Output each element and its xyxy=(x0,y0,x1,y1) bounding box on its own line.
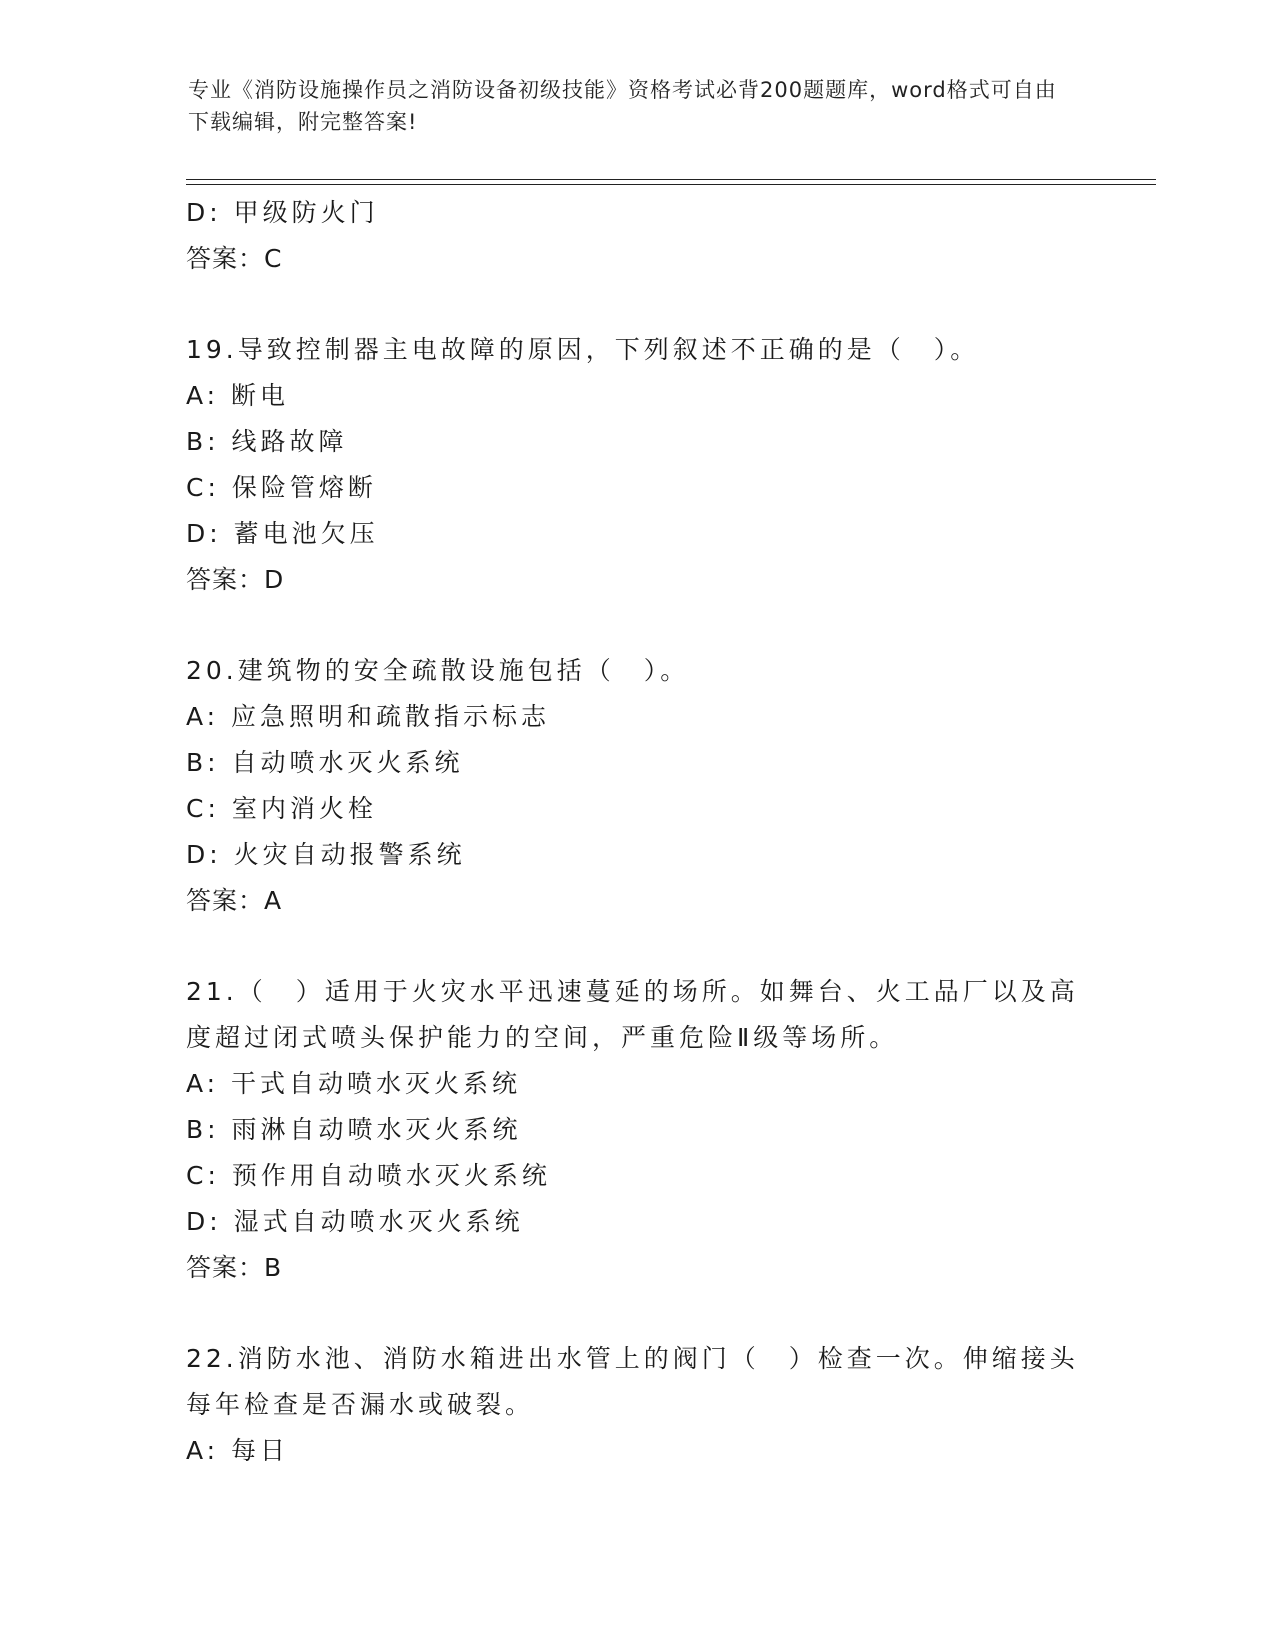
option-label: A: xyxy=(186,381,220,410)
option-text: 蓄电池欠压 xyxy=(233,519,379,548)
option-text: 火灾自动报警系统 xyxy=(233,840,466,869)
option-c xyxy=(186,1153,1086,1199)
option-b xyxy=(186,419,1086,465)
option-label: A: xyxy=(186,702,220,731)
question-list xyxy=(186,190,1086,1474)
option-text: 干式自动喷水灭火系统 xyxy=(231,1069,522,1098)
option-label: D: xyxy=(186,840,222,869)
answer-line xyxy=(186,1245,1086,1291)
option-text: 应急照明和疏散指示标志 xyxy=(231,702,551,731)
option-c xyxy=(186,465,1086,511)
option-label: B: xyxy=(186,1115,220,1144)
option-a xyxy=(186,1428,1086,1474)
question-22 xyxy=(186,1336,1086,1428)
question-text: 导致控制器主电故障的原因，下列叙述不正确的是（ ）。 xyxy=(237,335,980,364)
answer-line xyxy=(186,878,1086,924)
option-label: C: xyxy=(186,1161,220,1190)
header-text: 专业《消防设施操作员之消防设备初级技能》资格考试必背200题题库，word格式可自由下载编辑，附完整答案! xyxy=(188,78,1057,134)
answer-line xyxy=(186,557,1086,603)
option-label: B: xyxy=(186,748,220,777)
option-a xyxy=(186,373,1086,419)
option-text: 每日 xyxy=(231,1436,290,1465)
option-b xyxy=(186,740,1086,786)
question-20 xyxy=(186,648,1086,694)
question-text: 建筑物的安全疏散设施包括（ ）。 xyxy=(237,656,690,685)
question-number: 19. xyxy=(186,335,238,364)
answer-line xyxy=(186,236,1086,282)
question-text: （ ）适用于火灾水平迅速蔓延的场所。如舞台、火工品厂以及高度超过闭式喷头保护能力的空间，严重危险Ⅱ级等场所。 xyxy=(186,977,1079,1052)
option-c xyxy=(186,786,1086,832)
answer-label: 答案： xyxy=(186,886,265,915)
option-label: D: xyxy=(186,1207,222,1236)
option-a xyxy=(186,694,1086,740)
question-number: 20. xyxy=(186,656,238,685)
spacer xyxy=(186,282,1086,327)
option-text: 断电 xyxy=(231,381,290,410)
option-d xyxy=(186,1199,1086,1245)
answer-value: C xyxy=(264,244,283,273)
answer-label: 答案： xyxy=(186,565,265,594)
question-number: 21. xyxy=(186,977,238,1006)
option-text: 预作用自动喷水灭火系统 xyxy=(231,1161,551,1190)
question-number: 22. xyxy=(186,1344,238,1373)
option-label: D: xyxy=(186,198,222,227)
option-d xyxy=(186,511,1086,557)
option-text: 湿式自动喷水灭火系统 xyxy=(233,1207,524,1236)
option-label: C: xyxy=(186,794,220,823)
option-text: 室内消火栓 xyxy=(231,794,377,823)
spacer xyxy=(186,1291,1086,1336)
spacer xyxy=(186,603,1086,648)
option-label: A: xyxy=(186,1069,220,1098)
question-21 xyxy=(186,969,1086,1061)
option-d xyxy=(186,832,1086,878)
option-text: 雨淋自动喷水灭火系统 xyxy=(231,1115,522,1144)
option-text: 自动喷水灭火系统 xyxy=(231,748,464,777)
header-rule-bottom xyxy=(186,184,1156,185)
option-label: A: xyxy=(186,1436,220,1465)
option-label: D: xyxy=(186,519,222,548)
option-text: 甲级防火门 xyxy=(233,198,379,227)
question-text: 消防水池、消防水箱进出水管上的阀门（ ）检查一次。伸缩接头每年检查是否漏水或破裂。 xyxy=(186,1344,1079,1419)
option-label: B: xyxy=(186,427,220,456)
option-b xyxy=(186,1107,1086,1153)
answer-value: A xyxy=(264,886,283,915)
header-rule-top xyxy=(186,179,1156,180)
answer-value: B xyxy=(264,1253,283,1282)
option-a xyxy=(186,1061,1086,1107)
document-header xyxy=(188,74,1068,138)
option-d xyxy=(186,190,1086,236)
option-text: 线路故障 xyxy=(231,427,348,456)
spacer xyxy=(186,924,1086,969)
answer-label: 答案： xyxy=(186,244,265,273)
answer-value: D xyxy=(264,565,285,594)
option-label: C: xyxy=(186,473,220,502)
question-19 xyxy=(186,327,1086,373)
option-text: 保险管熔断 xyxy=(231,473,377,502)
answer-label: 答案： xyxy=(186,1253,265,1282)
